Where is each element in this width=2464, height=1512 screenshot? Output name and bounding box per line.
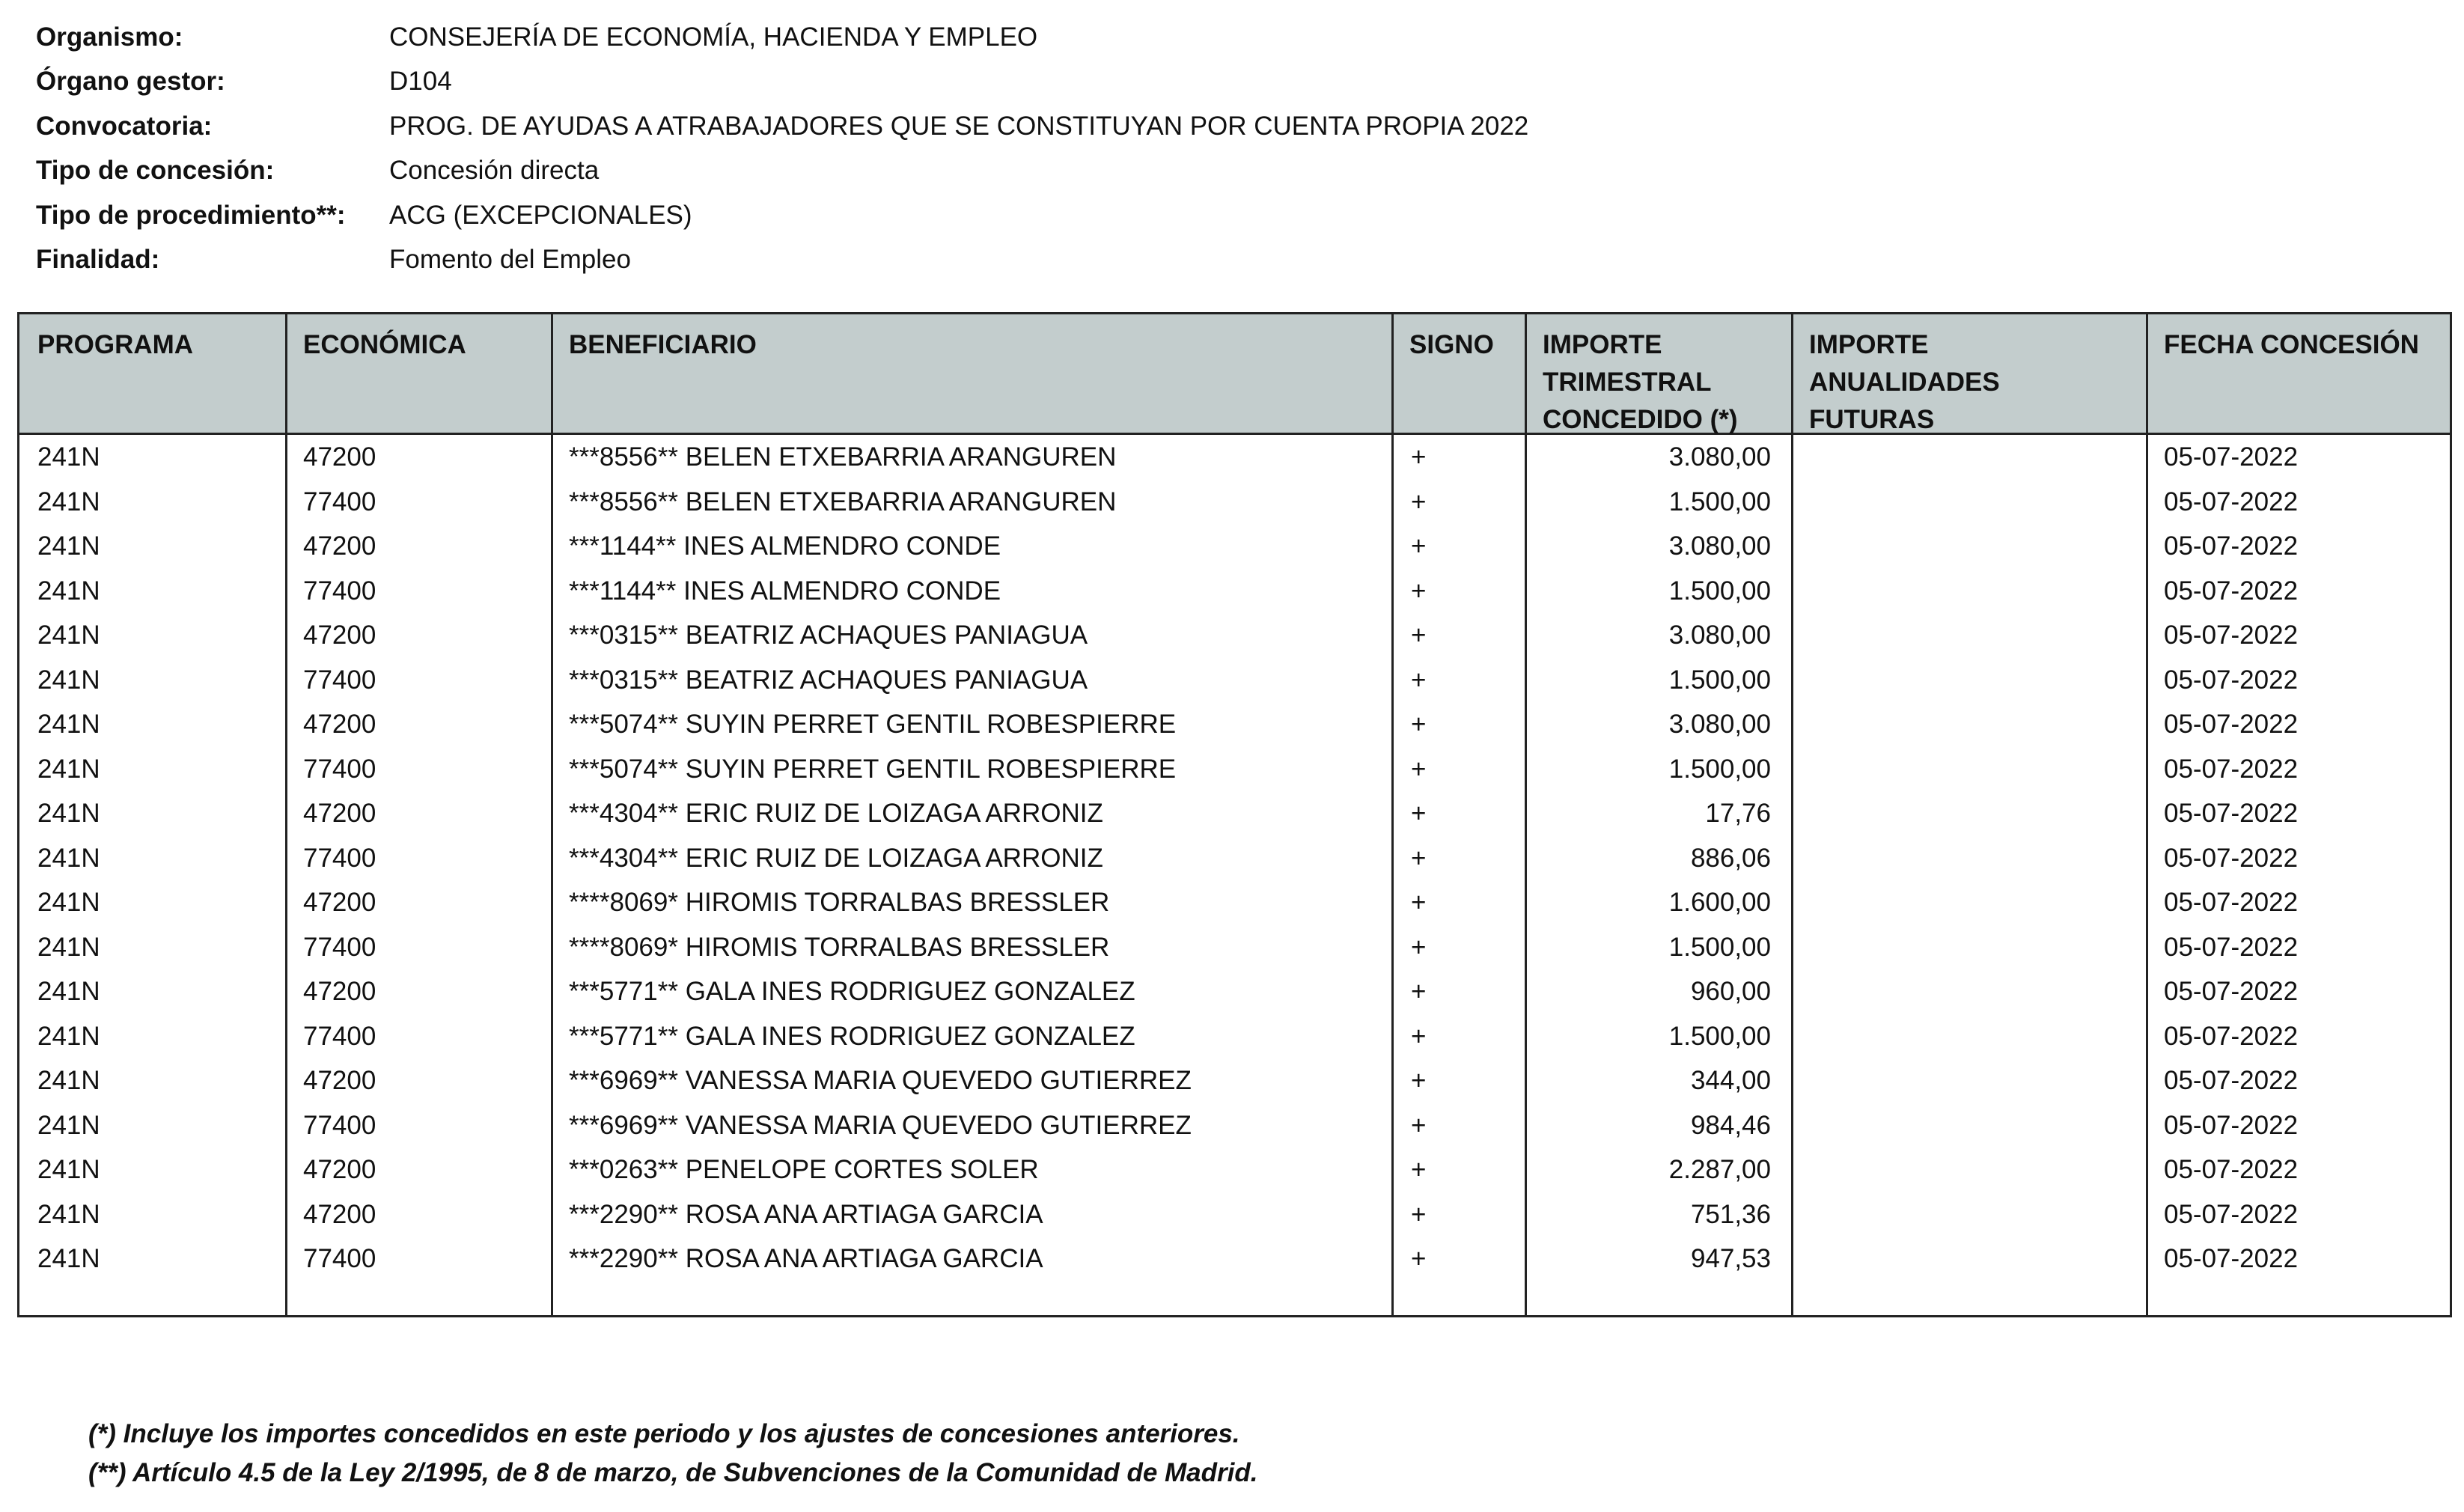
cell-signo: + (1411, 576, 1427, 606)
header-beneficiario: BENEFICIARIO (569, 330, 757, 359)
meta-row-tipo-concesion (36, 149, 1528, 194)
tipo-concesion-label: Tipo de concesión: (36, 156, 275, 186)
cell-programa: 241N (37, 977, 100, 1006)
cell-programa: 241N (37, 665, 100, 695)
table-row (19, 880, 2450, 925)
cell-programa: 241N (37, 1066, 100, 1095)
metadata-block (36, 15, 1528, 282)
header-signo: SIGNO (1409, 330, 1494, 359)
cell-importe: 17,76 (1705, 799, 1771, 828)
organo-value: D104 (389, 67, 452, 97)
cell-economica: 47200 (303, 1066, 376, 1095)
cell-beneficiario: ***6969** VANESSA MARIA QUEVEDO GUTIERREZ (569, 1066, 1192, 1095)
cell-importe: 344,00 (1690, 1066, 1771, 1095)
cell-fecha: 05-07-2022 (2164, 1244, 2299, 1273)
cell-economica: 47200 (303, 621, 376, 650)
cell-importe: 3.080,00 (1668, 531, 1771, 561)
cell-fecha: 05-07-2022 (2164, 531, 2299, 561)
header-importe-line2: TRIMESTRAL (1543, 368, 1712, 397)
cell-programa: 241N (37, 1199, 100, 1229)
cell-fecha: 05-07-2022 (2164, 754, 2299, 784)
cell-economica: 47200 (303, 799, 376, 828)
table-row (19, 747, 2450, 792)
cell-programa: 241N (37, 1110, 100, 1140)
footnote-1: (*) Incluye los importes concedidos en este periodo y los ajustes de concesiones anteriores. (88, 1419, 1240, 1448)
cell-importe: 1.500,00 (1668, 754, 1771, 784)
cell-signo: + (1411, 1066, 1427, 1095)
cell-economica: 77400 (303, 487, 376, 516)
cell-importe: 886,06 (1690, 843, 1771, 873)
cell-fecha: 05-07-2022 (2164, 843, 2299, 873)
table-row (19, 791, 2450, 836)
cell-beneficiario: ***0315** BEATRIZ ACHAQUES PANIAGUA (569, 621, 1088, 650)
cell-signo: + (1411, 1199, 1427, 1229)
cell-importe: 1.500,00 (1668, 932, 1771, 962)
cell-economica: 77400 (303, 754, 376, 784)
table-row (19, 702, 2450, 747)
cell-programa: 241N (37, 843, 100, 873)
header-programa: PROGRAMA (37, 330, 194, 359)
cell-beneficiario: ***0315** BEATRIZ ACHAQUES PANIAGUA (569, 665, 1088, 695)
convocatoria-label: Convocatoria: (36, 111, 213, 141)
cell-signo: + (1411, 1155, 1427, 1184)
cell-programa: 241N (37, 576, 100, 606)
meta-row-convocatoria (36, 104, 1528, 149)
cell-economica: 47200 (303, 531, 376, 561)
cell-programa: 241N (37, 710, 100, 739)
cell-signo: + (1411, 710, 1427, 739)
cell-signo: + (1411, 888, 1427, 917)
cell-programa: 241N (37, 1021, 100, 1051)
cell-fecha: 05-07-2022 (2164, 1066, 2299, 1095)
table-row (19, 925, 2450, 970)
header-futuras-line1: IMPORTE (1809, 330, 1929, 359)
cell-importe: 1.600,00 (1668, 888, 1771, 917)
table-row (19, 569, 2450, 614)
cell-fecha: 05-07-2022 (2164, 977, 2299, 1006)
header-importe-line3: CONCEDIDO (*) (1543, 405, 1738, 434)
cell-fecha: 05-07-2022 (2164, 1199, 2299, 1229)
header-futuras-line2: ANUALIDADES (1809, 368, 2000, 397)
cell-economica: 47200 (303, 1199, 376, 1229)
cell-economica: 77400 (303, 932, 376, 962)
cell-importe: 984,46 (1690, 1110, 1771, 1140)
meta-row-organo (36, 60, 1528, 105)
header-importe-line1: IMPORTE (1543, 330, 1662, 359)
cell-programa: 241N (37, 799, 100, 828)
cell-importe: 3.080,00 (1668, 442, 1771, 472)
cell-signo: + (1411, 932, 1427, 962)
cell-beneficiario: ***4304** ERIC RUIZ DE LOIZAGA ARRONIZ (569, 799, 1103, 828)
table-row (19, 1147, 2450, 1192)
cell-programa: 241N (37, 888, 100, 917)
table-row (19, 1103, 2450, 1148)
table-row (19, 1237, 2450, 1281)
cell-beneficiario: ***2290** ROSA ANA ARTIAGA GARCIA (569, 1199, 1043, 1229)
cell-signo: + (1411, 531, 1427, 561)
cell-economica: 47200 (303, 888, 376, 917)
cell-signo: + (1411, 799, 1427, 828)
cell-signo: + (1411, 487, 1427, 516)
cell-beneficiario: ***1144** INES ALMENDRO CONDE (569, 576, 1001, 606)
cell-signo: + (1411, 754, 1427, 784)
cell-fecha: 05-07-2022 (2164, 799, 2299, 828)
cell-importe: 1.500,00 (1668, 1021, 1771, 1051)
header-fecha-concesion: FECHA CONCESIÓN (2164, 330, 2419, 359)
cell-beneficiario: ***5074** SUYIN PERRET GENTIL ROBESPIERRE (569, 754, 1177, 784)
cell-economica: 77400 (303, 1244, 376, 1273)
table-row (19, 1192, 2450, 1237)
cell-importe: 3.080,00 (1668, 710, 1771, 739)
cell-beneficiario: ***8556** BELEN ETXEBARRIA ARANGUREN (569, 487, 1117, 516)
tipo-concesion-value: Concesión directa (389, 156, 600, 186)
concessions-table (17, 312, 2452, 1317)
header-futuras-line3: FUTURAS (1809, 405, 1935, 434)
header-economica: ECONÓMICA (303, 330, 466, 359)
cell-economica: 77400 (303, 1110, 376, 1140)
cell-economica: 77400 (303, 576, 376, 606)
cell-programa: 241N (37, 442, 100, 472)
cell-fecha: 05-07-2022 (2164, 621, 2299, 650)
meta-row-finalidad (36, 238, 1528, 283)
footnotes (88, 1415, 1257, 1493)
cell-importe: 960,00 (1690, 977, 1771, 1006)
cell-programa: 241N (37, 487, 100, 516)
cell-signo: + (1411, 1110, 1427, 1140)
cell-importe: 751,36 (1690, 1199, 1771, 1229)
header-importe-trimestral (1543, 326, 1738, 439)
cell-programa: 241N (37, 932, 100, 962)
table-row (19, 658, 2450, 703)
cell-programa: 241N (37, 1155, 100, 1184)
cell-beneficiario: ***5074** SUYIN PERRET GENTIL ROBESPIERRE (569, 710, 1177, 739)
cell-programa: 241N (37, 531, 100, 561)
cell-economica: 77400 (303, 843, 376, 873)
cell-importe: 1.500,00 (1668, 487, 1771, 516)
header-importe-futuras (1809, 326, 2000, 439)
cell-signo: + (1411, 1244, 1427, 1273)
table-row (19, 1014, 2450, 1059)
cell-signo: + (1411, 1021, 1427, 1051)
cell-fecha: 05-07-2022 (2164, 1021, 2299, 1051)
cell-beneficiario: ***5771** GALA INES RODRIGUEZ GONZALEZ (569, 977, 1135, 1006)
cell-fecha: 05-07-2022 (2164, 710, 2299, 739)
cell-fecha: 05-07-2022 (2164, 1155, 2299, 1184)
organismo-value: CONSEJERÍA DE ECONOMÍA, HACIENDA Y EMPLEO (389, 22, 1038, 52)
cell-importe: 947,53 (1690, 1244, 1771, 1273)
cell-programa: 241N (37, 754, 100, 784)
cell-signo: + (1411, 621, 1427, 650)
cell-beneficiario: ****8069* HIROMIS TORRALBAS BRESSLER (569, 932, 1110, 962)
table-row (19, 613, 2450, 658)
cell-beneficiario: ***5771** GALA INES RODRIGUEZ GONZALEZ (569, 1021, 1135, 1051)
cell-economica: 47200 (303, 977, 376, 1006)
cell-importe: 3.080,00 (1668, 621, 1771, 650)
table-row (19, 524, 2450, 569)
cell-signo: + (1411, 977, 1427, 1006)
cell-economica: 47200 (303, 710, 376, 739)
cell-signo: + (1411, 843, 1427, 873)
cell-fecha: 05-07-2022 (2164, 442, 2299, 472)
cell-fecha: 05-07-2022 (2164, 1110, 2299, 1140)
convocatoria-value: PROG. DE AYUDAS A ATRABAJADORES QUE SE CONSTITUYAN POR CUENTA PROPIA 2022 (389, 111, 1529, 141)
table-row (19, 836, 2450, 881)
cell-economica: 77400 (303, 1021, 376, 1051)
cell-signo: + (1411, 665, 1427, 695)
cell-importe: 1.500,00 (1668, 576, 1771, 606)
table-row (19, 969, 2450, 1014)
table-row (19, 435, 2450, 480)
organo-label: Órgano gestor: (36, 67, 225, 97)
cell-beneficiario: ****8069* HIROMIS TORRALBAS BRESSLER (569, 888, 1110, 917)
cell-beneficiario: ***0263** PENELOPE CORTES SOLER (569, 1155, 1039, 1184)
finalidad-label: Finalidad: (36, 245, 160, 275)
cell-programa: 241N (37, 621, 100, 650)
cell-fecha: 05-07-2022 (2164, 665, 2299, 695)
cell-beneficiario: ***4304** ERIC RUIZ DE LOIZAGA ARRONIZ (569, 843, 1103, 873)
meta-row-tipo-procedimiento (36, 193, 1528, 238)
cell-fecha: 05-07-2022 (2164, 487, 2299, 516)
table-row (19, 480, 2450, 525)
cell-fecha: 05-07-2022 (2164, 888, 2299, 917)
cell-signo: + (1411, 442, 1427, 472)
cell-fecha: 05-07-2022 (2164, 576, 2299, 606)
cell-fecha: 05-07-2022 (2164, 932, 2299, 962)
meta-row-organismo (36, 15, 1528, 60)
finalidad-value: Fomento del Empleo (389, 245, 631, 275)
organismo-label: Organismo: (36, 22, 183, 52)
cell-programa: 241N (37, 1244, 100, 1273)
table-row (19, 1058, 2450, 1103)
cell-beneficiario: ***6969** VANESSA MARIA QUEVEDO GUTIERREZ (569, 1110, 1192, 1140)
tipo-procedimiento-value: ACG (EXCEPCIONALES) (389, 200, 692, 230)
cell-economica: 47200 (303, 1155, 376, 1184)
cell-importe: 1.500,00 (1668, 665, 1771, 695)
footnote-2: (**) Artículo 4.5 de la Ley 2/1995, de 8 de marzo, de Subvenciones de la Comunidad de Madrid. (88, 1458, 1258, 1487)
cell-importe: 2.287,00 (1668, 1155, 1771, 1184)
cell-beneficiario: ***8556** BELEN ETXEBARRIA ARANGUREN (569, 442, 1117, 472)
cell-beneficiario: ***2290** ROSA ANA ARTIAGA GARCIA (569, 1244, 1043, 1273)
cell-economica: 47200 (303, 442, 376, 472)
tipo-procedimiento-label: Tipo de procedimiento**: (36, 200, 346, 230)
cell-economica: 77400 (303, 665, 376, 695)
cell-beneficiario: ***1144** INES ALMENDRO CONDE (569, 531, 1001, 561)
